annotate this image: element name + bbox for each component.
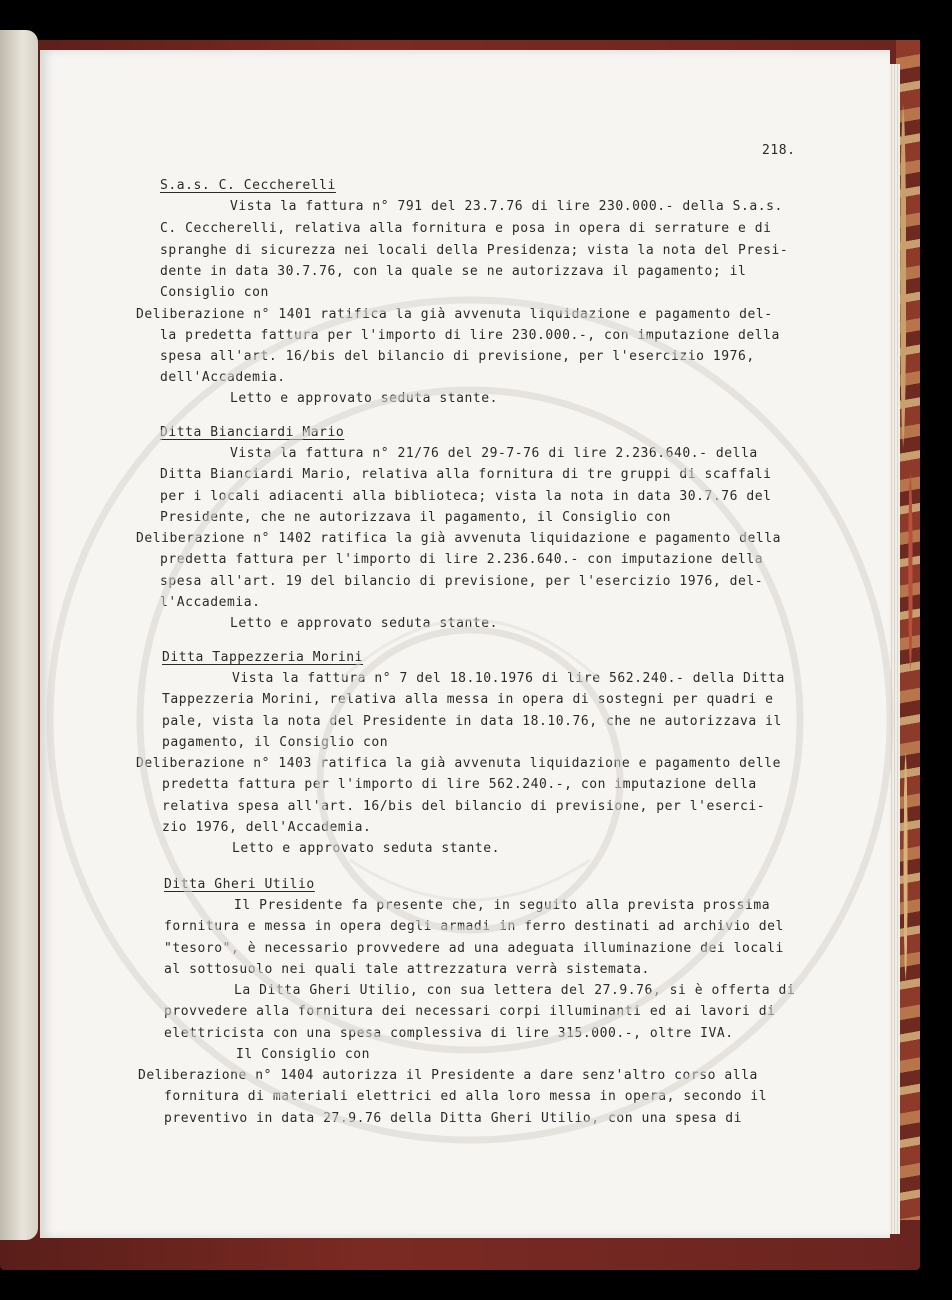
- text-line: pale, vista la nota del Presidente in data 18.10.76, che ne autorizzava il: [162, 714, 782, 729]
- text-line: C. Ceccherelli, relativa alla fornitura e posa in opera di serrature e di: [160, 221, 772, 236]
- text-line: elettricista con una spesa complessiva di lire 315.000.-, oltre IVA.: [164, 1026, 734, 1041]
- text-line: relativa spesa all'art. 16/bis del bilancio di previsione, per l'eserci-: [162, 799, 766, 814]
- text-line: Vista la fattura n° 791 del 23.7.76 di lire 230.000.- della S.a.s.: [230, 199, 783, 214]
- deliberation-line: Deliberazione n° 1403 ratifica la già avvenuta liquidazione e pagamento delle: [136, 756, 782, 771]
- text-line: Letto e approvato seduta stante.: [230, 391, 499, 406]
- text-line: predetta fattura per l'importo di lire 2.236.640.- con imputazione della: [160, 552, 764, 567]
- text-line: "tesoro", è necessario provvedere ad una adeguata illuminazione dei locali: [164, 941, 784, 956]
- text-line: Il Presidente fa presente che, in seguito alla prevista prossima: [234, 898, 771, 913]
- text-line: per i locali adiacenti alla biblioteca; vista la nota in data 30.7.76 del: [160, 489, 772, 504]
- text-line: pagamento, il Consiglio con: [162, 735, 389, 750]
- text-line: Letto e approvato seduta stante.: [232, 841, 501, 856]
- text-line: Il Consiglio con: [236, 1047, 371, 1062]
- text-line: Ditta Bianciardi Mario, relativa alla fornitura di tre gruppi di scaffali: [160, 467, 772, 482]
- section-heading: S.a.s. C. Ceccherelli: [160, 178, 336, 193]
- text-line: Tappezzeria Morini, relativa alla messa in opera di sostegni per quadri e: [162, 692, 774, 707]
- text-line: zio 1976, dell'Accademia.: [162, 820, 372, 835]
- text-line: Vista la fattura n° 7 del 18.10.1976 di lire 562.240.- della Ditta: [232, 671, 785, 686]
- text-line: Consiglio con: [160, 285, 269, 300]
- section-heading: Ditta Gheri Utilio: [164, 877, 315, 892]
- text-line: La Ditta Gheri Utilio, con sua lettera del 27.9.76, si è offerta di: [234, 983, 796, 998]
- text-line: dente in data 30.7.76, con la quale se ne autorizzava il pagamento; il: [160, 264, 747, 279]
- section-heading: Ditta Tappezzeria Morini: [162, 650, 364, 665]
- text-line: la predetta fattura per l'importo di lire 230.000.-, con imputazione della: [160, 328, 780, 343]
- section-heading: Ditta Bianciardi Mario: [160, 425, 345, 440]
- page-number: 218.: [762, 143, 796, 158]
- text-line: fornitura e messa in opera degli armadi in ferro destinati ad archivio del: [164, 919, 784, 934]
- text-line: al sottosuolo nei quali tale attrezzatura verrà sistemata.: [164, 962, 650, 977]
- text-line: Presidente, che ne autorizzava il pagamento, il Consiglio con: [160, 510, 671, 525]
- text-line: Vista la fattura n° 21/76 del 29-7-76 di lire 2.236.640.- della: [230, 446, 758, 461]
- text-line: preventivo in data 27.9.76 della Ditta Gheri Utilio, con una spesa di: [164, 1111, 742, 1126]
- left-page-edge: [0, 30, 38, 1240]
- text-line: spesa all'art. 16/bis del bilancio di previsione, per l'esercizio 1976,: [160, 349, 755, 364]
- text-line: predetta fattura per l'importo di lire 562.240.-, con imputazione della: [162, 777, 757, 792]
- deliberation-line: Deliberazione n° 1401 ratifica la già avvenuta liquidazione e pagamento del-: [136, 307, 773, 322]
- text-line: provvedere alla fornitura dei necessari corpi illuminanti ed ai lavori di: [164, 1004, 776, 1019]
- text-line: Letto e approvato seduta stante.: [230, 616, 499, 631]
- deliberation-line: Deliberazione n° 1404 autorizza il Presidente a dare senz'altro corso alla: [138, 1068, 758, 1083]
- text-line: dell'Accademia.: [160, 370, 286, 385]
- deliberation-line: Deliberazione n° 1402 ratifica la già avvenuta liquidazione e pagamento della: [136, 531, 782, 546]
- text-line: spesa all'art. 19 del bilancio di previsione, per l'esercizio 1976, del-: [160, 574, 764, 589]
- text-line: l'Accademia.: [160, 595, 261, 610]
- document-page: [40, 50, 890, 1238]
- text-line: fornitura di materiali elettrici ed alla loro messa in opera, secondo il: [164, 1089, 768, 1104]
- text-line: spranghe di sicurezza nei locali della Presidenza; vista la nota del Presi-: [160, 243, 789, 258]
